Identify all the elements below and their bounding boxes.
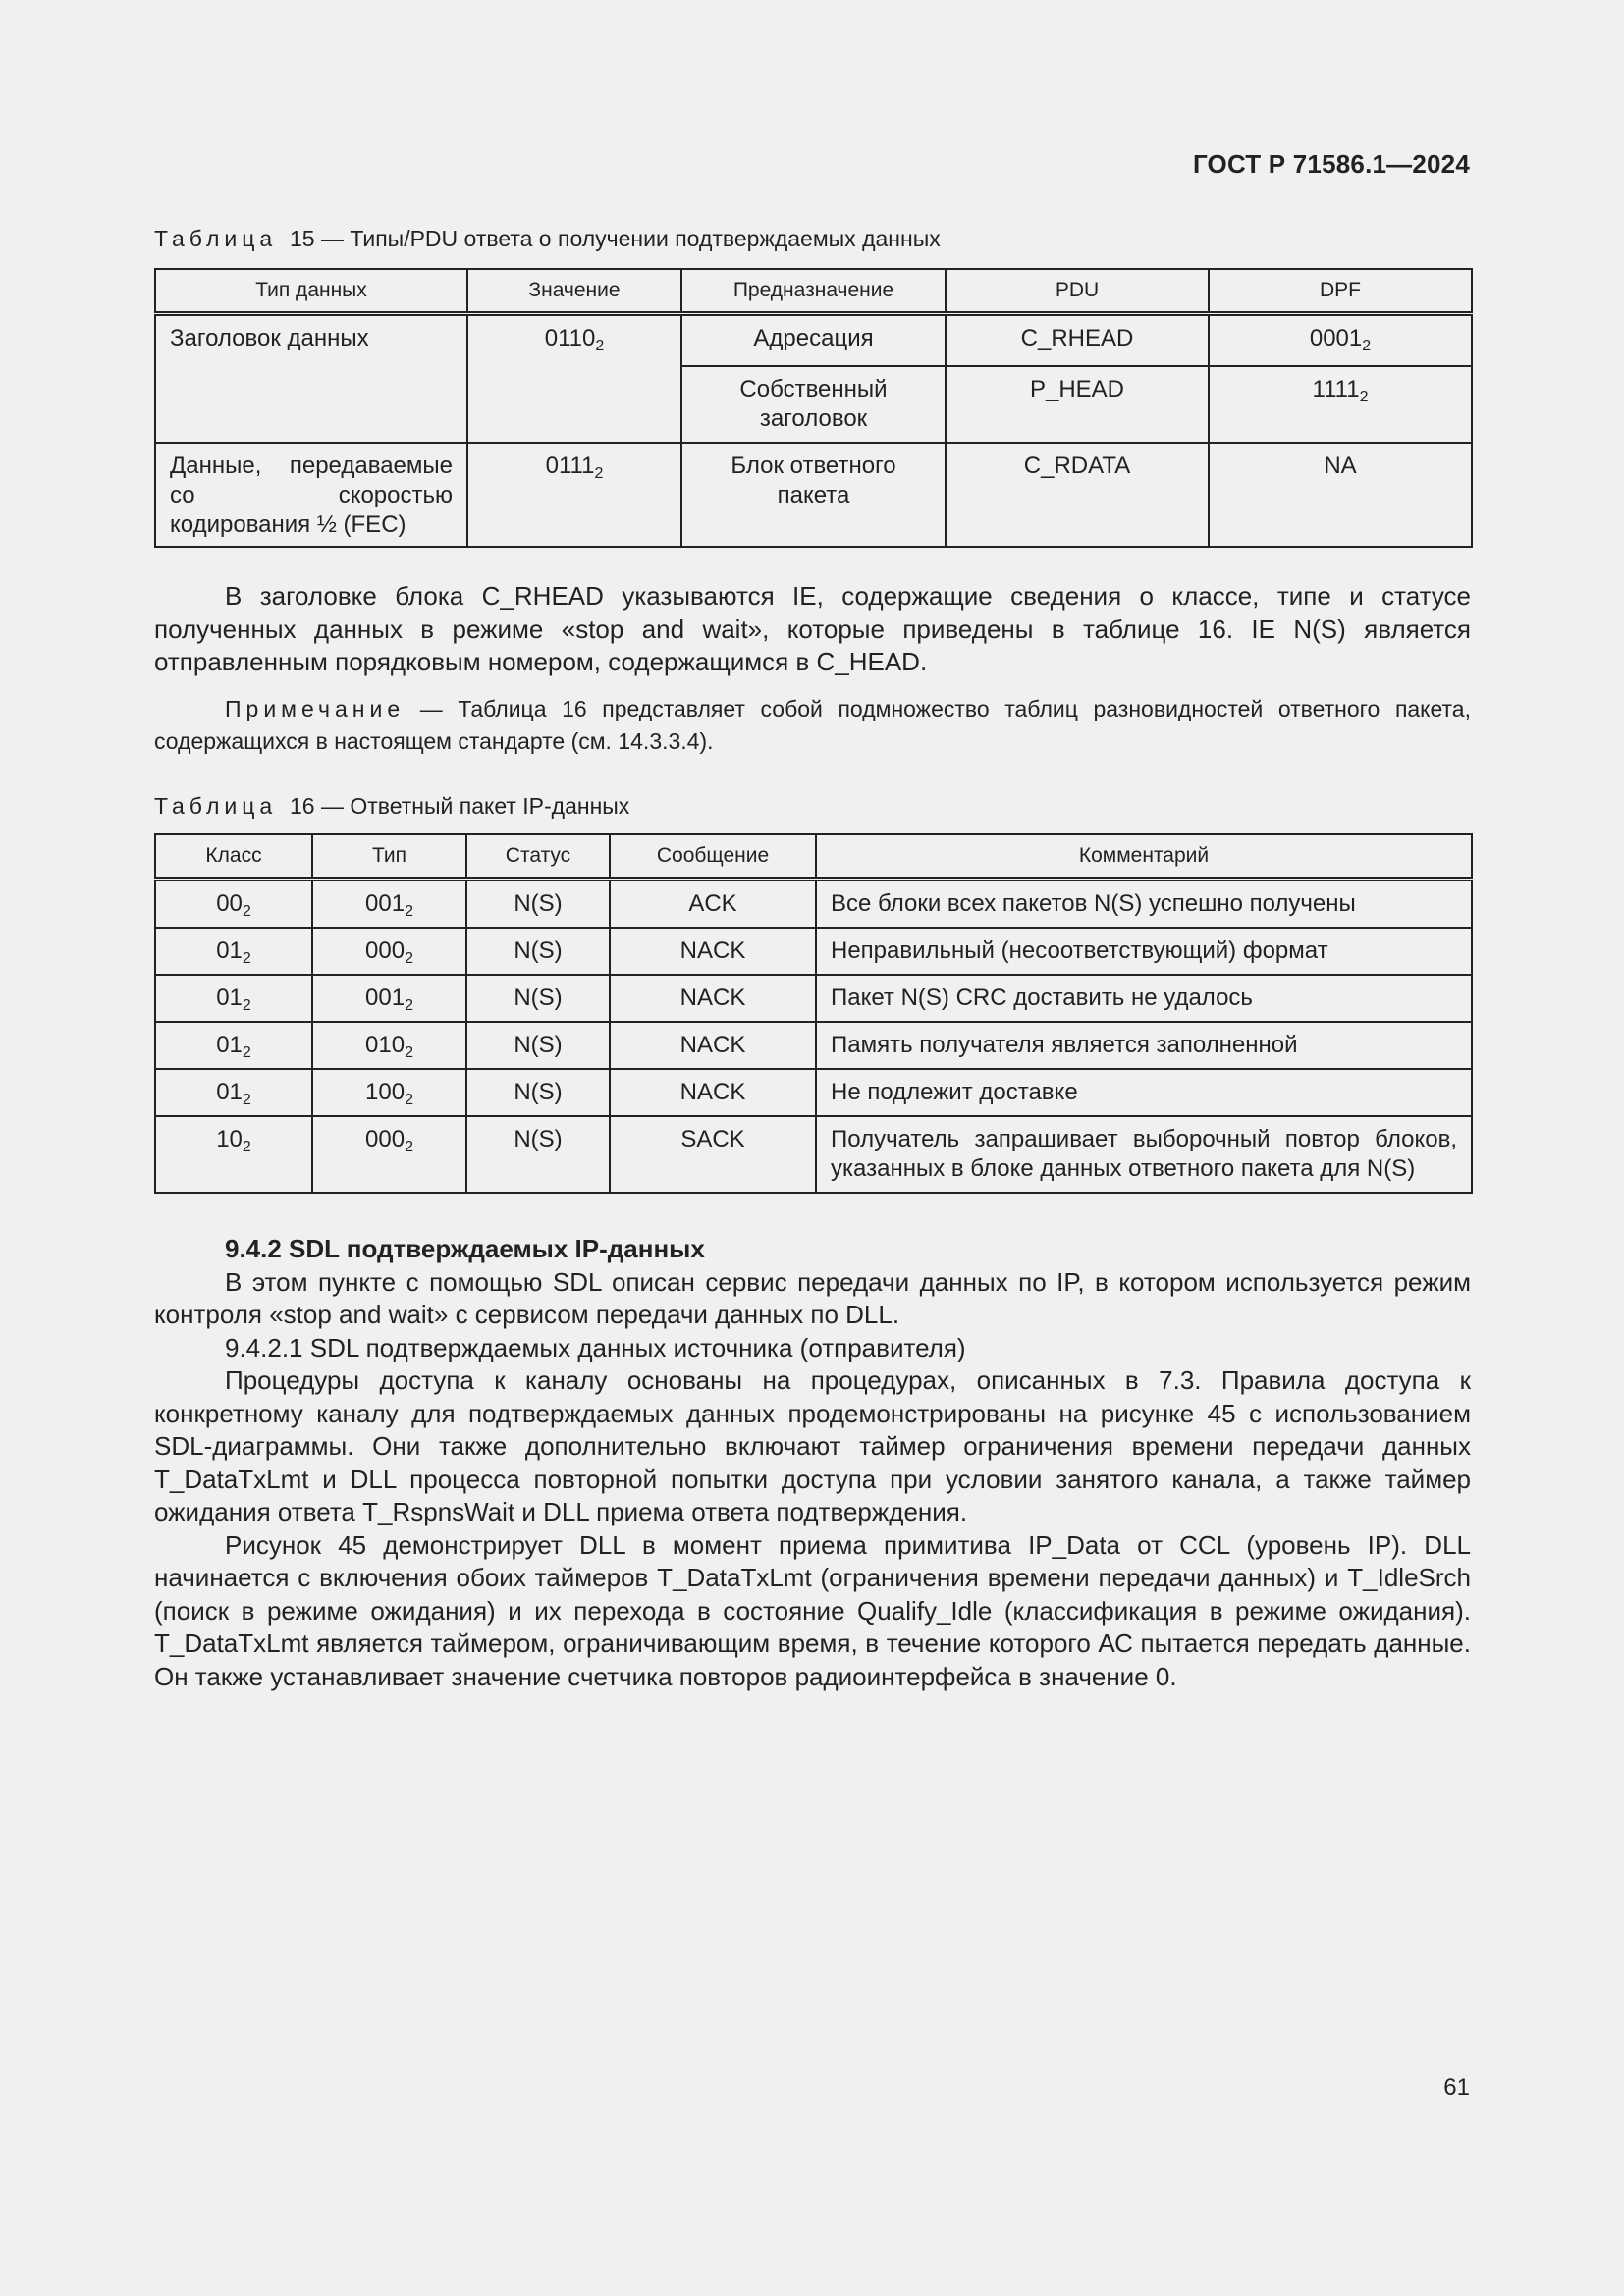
table15-header-row	[155, 269, 1472, 314]
table15-cell-pdu: C_RDATA	[946, 443, 1209, 547]
section-heading: 9.4.2 SDL подтверждаемых IP-данных	[225, 1234, 705, 1263]
table16-cell-status: N(S)	[466, 928, 610, 975]
table16-cell-type: $001_2$	[312, 880, 466, 929]
table-16	[154, 833, 1473, 1194]
table16-cell-message: NACK	[610, 1069, 816, 1116]
table16-cell-message: NACK	[610, 975, 816, 1022]
note-label: Примечание	[225, 696, 406, 721]
table16-caption-word: Таблица	[154, 793, 278, 819]
table16-cell-class: $01_2$	[155, 1069, 312, 1116]
table16-cell-type: $100_2$	[312, 1069, 466, 1116]
table15-header-cell: Значение	[467, 269, 681, 314]
table16-cell-type: $010_2$	[312, 1022, 466, 1069]
table16-cell-comment: Получатель запрашивает выборочный повтор блоков, указанных в блоке данных ответного пакета для N(S)	[816, 1116, 1472, 1193]
table16-cell-message: NACK	[610, 928, 816, 975]
table-row	[155, 1022, 1472, 1069]
table15-cell-dpf: $1111_2$	[1209, 366, 1472, 443]
note-text: — Таблица 16 представляет собой подмножество таблиц разновидностей ответного пакета, содержащихся в настоящем стандарте (см. 14.3.3.4).	[154, 696, 1471, 754]
table16-cell-comment: Пакет N(S) CRC доставить не удалось	[816, 975, 1472, 1022]
table16-cell-comment: Неправильный (несоответствующий) формат	[816, 928, 1472, 975]
table-row	[155, 880, 1472, 929]
table-15	[154, 268, 1473, 548]
table16-caption	[154, 793, 629, 820]
table15-header-cell: Предназначение	[681, 269, 946, 314]
table16-header-row	[155, 834, 1472, 880]
table16-header-cell: Тип	[312, 834, 466, 880]
table16-header-cell: Сообщение	[610, 834, 816, 880]
table15-cell-type: Данные, передаваемые со скоростью кодирования ½ (FEC)	[155, 443, 467, 547]
table16-caption-text: 16 — Ответный пакет IP-данных	[289, 793, 630, 819]
table15-cell-dpf: NA	[1209, 443, 1472, 547]
table15-header-cell: Тип данных	[155, 269, 467, 314]
table15-cell-dpf: $0001_2$	[1209, 314, 1472, 367]
table16-cell-comment: Не подлежит доставке	[816, 1069, 1472, 1116]
table16-cell-type: $000_2$	[312, 1116, 466, 1193]
table16-cell-message: SACK	[610, 1116, 816, 1193]
section-paragraph: В этом пункте с помощью SDL описан сервис передачи данных по IP, в котором используется режим контроля «stop and wait» с сервисом передачи данных по DLL.	[154, 1266, 1471, 1329]
subsection-heading: 9.4.2.1 SDL подтверждаемых данных источника (отправителя)	[225, 1332, 966, 1362]
table15-cell-value: $0111_2$	[467, 443, 681, 547]
table15-cell-purpose: Собственный заголовок	[681, 366, 946, 443]
table16-cell-status: N(S)	[466, 1069, 610, 1116]
table16-cell-class: $01_2$	[155, 975, 312, 1022]
table16-cell-class: $01_2$	[155, 1022, 312, 1069]
table16-cell-status: N(S)	[466, 1116, 610, 1193]
table15-header-cell: PDU	[946, 269, 1209, 314]
table16-cell-type: $000_2$	[312, 928, 466, 975]
table16-cell-status: N(S)	[466, 1022, 610, 1069]
table16-header-cell: Класс	[155, 834, 312, 880]
table15-caption-text: 15 — Типы/PDU ответа о получении подтверждаемых данных	[289, 226, 941, 251]
section-9-4-2	[154, 1233, 1471, 1693]
table15-cell-purpose: Адресация	[681, 314, 946, 367]
table-row	[155, 314, 1472, 367]
table15-cell-pdu: C_RHEAD	[946, 314, 1209, 367]
paragraph-table16-reference: В заголовке блока C_RHEAD указываются IE, содержащие сведения о классе, типе и статусе полученных данных в режиме «stop and wait», которые приведены в таблице 16. IE N(S) является отправленным порядковым номером, содержащимся в C_HEAD.	[154, 581, 1471, 676]
table15-caption	[154, 226, 941, 252]
table16-cell-status: N(S)	[466, 975, 610, 1022]
table16-cell-class: $10_2$	[155, 1116, 312, 1193]
table-row	[155, 1069, 1472, 1116]
table15-caption-word: Таблица	[154, 226, 278, 251]
table16-cell-comment: Память получателя является заполненной	[816, 1022, 1472, 1069]
table16-cell-class: $01_2$	[155, 928, 312, 975]
table15-header-cell: DPF	[1209, 269, 1472, 314]
table16-cell-comment: Все блоки всех пакетов N(S) успешно получены	[816, 880, 1472, 929]
table16-header-cell: Статус	[466, 834, 610, 880]
table16-cell-class: $00_2$	[155, 880, 312, 929]
section-paragraph: Процедуры доступа к каналу основаны на процедурах, описанных в 7.3. Правила доступа к конкретному каналу для подтверждаемых данных продемонстрированы на рисунке 45 с использованием SDL-диаграммы. Они также дополнительно включают таймер ограничения времени передачи данных T_DataTxLmt и DLL процесса повторной попытки доступа при условии занятого канала, а также таймер ожидания ответа T_RspnsWait и DLL приема ответа подтверждения.	[154, 1365, 1471, 1526]
note	[154, 693, 1471, 758]
page-number: 61	[1443, 2074, 1470, 2101]
table16-cell-status: N(S)	[466, 880, 610, 929]
table-row	[155, 928, 1472, 975]
section-paragraph: Рисунок 45 демонстрирует DLL в момент приема примитива IP_Data от CCL (уровень IP). DLL начинается с включения обоих таймеров T_DataTxLmt (ограничения времени передачи данных) и T_IdleSrch (поиск в режиме ожидания) и их перехода в состояние Qualify_Idle (классификация в режиме ожидания). T_DataTxLmt является таймером, ограничивающим время, в течение которого АС пытается передать данные. Он также устанавливает значение счетчика повторов радиоинтерфейса в значение 0.	[154, 1529, 1471, 1691]
table15-cell-purpose: Блок ответного пакета	[681, 443, 946, 547]
table16-cell-message: ACK	[610, 880, 816, 929]
table-row	[155, 975, 1472, 1022]
table15-cell-type: Заголовок данных	[155, 314, 467, 444]
document-code: ГОСТ Р 71586.1—2024	[1192, 149, 1470, 179]
table15-cell-pdu: P_HEAD	[946, 366, 1209, 443]
table-row	[155, 1116, 1472, 1193]
table15-cell-value: $0110_2$	[467, 314, 681, 444]
table16-cell-message: NACK	[610, 1022, 816, 1069]
table-row	[155, 443, 1472, 547]
table16-header-cell: Комментарий	[816, 834, 1472, 880]
table16-cell-type: $001_2$	[312, 975, 466, 1022]
